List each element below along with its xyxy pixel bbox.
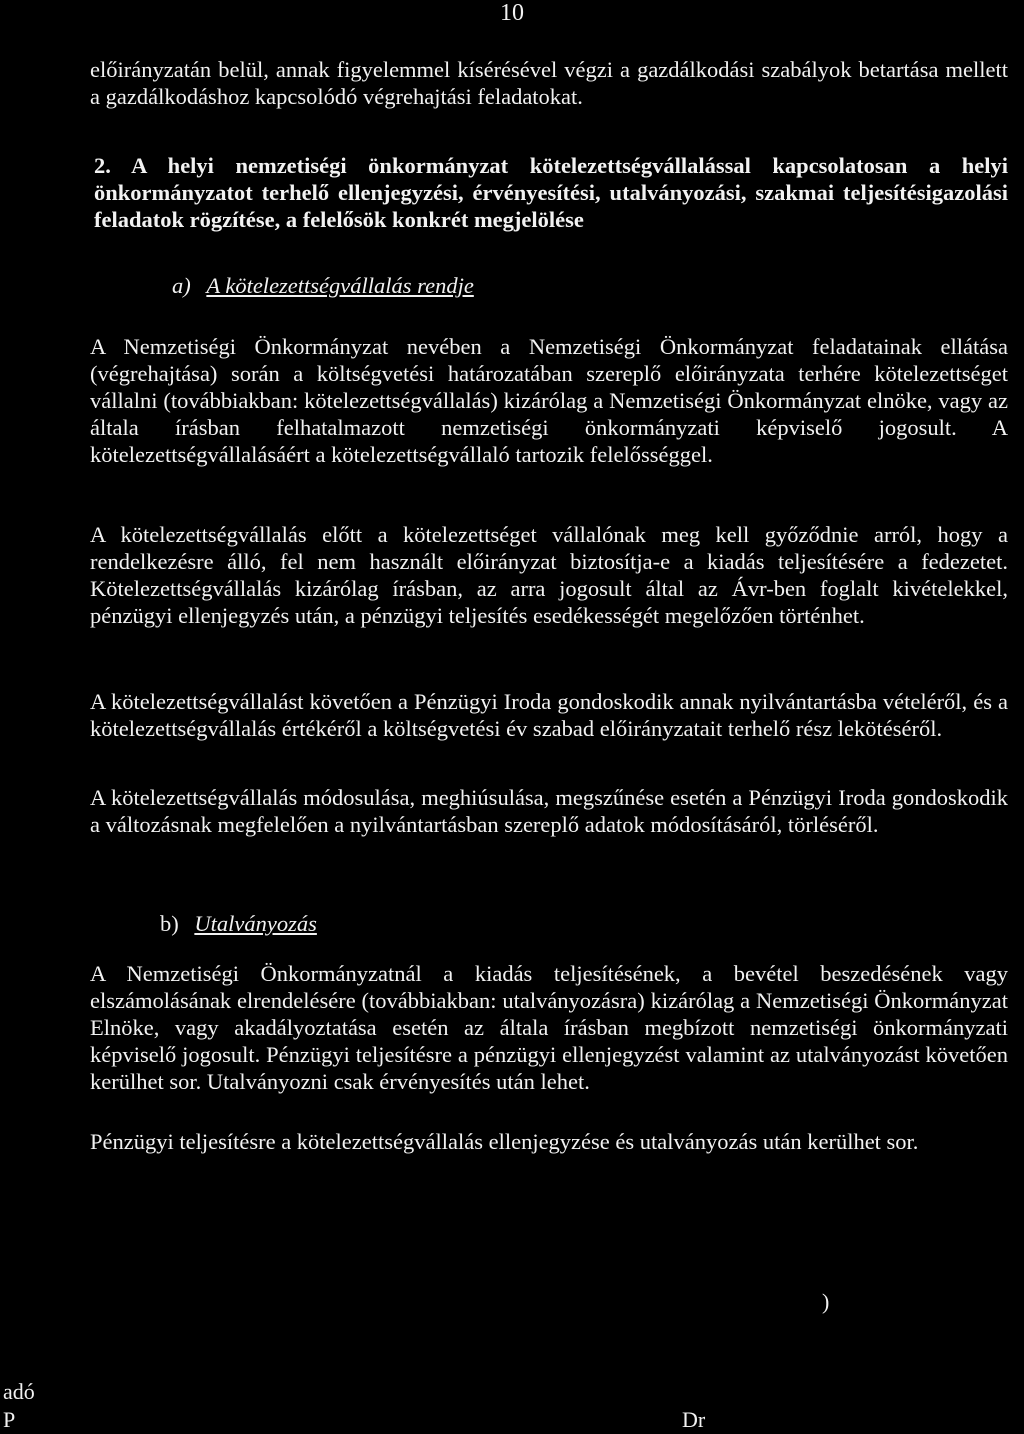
subheading-a-title: A kötelezettségvállalás rendje <box>206 273 474 298</box>
margin-fragment-ado: adó <box>3 1379 35 1404</box>
paragraph-payment: Pénzügyi teljesítésre a kötelezettségvállalás ellenjegyzése és utalványozás után kerülhet sor. <box>90 1129 919 1154</box>
section-heading-2: 2. A helyi nemzetiségi önkormányzat kötelezettségvállalással kapcsolatosan a helyi önkormányzatot terhelő ellenjegyzési, érvényesítési, utalványozási, szakmai teljesítésigazolási feladatok rögzítése, a felelősök konkrét megjelölése <box>94 153 1008 232</box>
subheading-a-label: a) <box>172 273 191 298</box>
page-number: 10 <box>500 0 524 26</box>
margin-fragment-paren: ) <box>822 1289 830 1314</box>
subheading-a <box>172 272 474 299</box>
paragraph-commitment-conditions: A kötelezettségvállalás előtt a kötelezettséget vállalónak meg kell győződnie arról, hogy a rendelkezésre álló, fel nem használt előirányzat biztosítja-e a kiadás teljesítésére a fedezetet. Kötelezettségvállalás kizárólag írásban, az arra jogosult által az Ávr-ben foglalt kivételekkel, pénzügyi ellenjegyzés után, a pénzügyi teljesítés esedékességét megelőzően történhet. <box>90 522 1008 628</box>
paragraph-intro: előirányzatán belül, annak figyelemmel kísérésével végzi a gazdálkodási szabályok betartása mellett a gazdálkodáshoz kapcsolódó végrehajtási feladatokat. <box>90 57 1008 109</box>
subheading-b-label: b) <box>160 911 179 936</box>
paragraph-disbursement: A Nemzetiségi Önkormányzatnál a kiadás teljesítésének, a bevétel beszedésének vagy elszámolásának elrendelésére (továbbiakban: utalványozásra) kizárólag a Nemzetiségi Önkormányzat Elnöke, vagy akadályoztatása esetén az általa írásban megbízott nemzetiségi önkormányzati képviselő jogosult. Pénzügyi teljesítésre a pénzügyi ellenjegyzést valamint az utalványozást követően kerülhet sor. Utalványozni csak érvényesítés után lehet. <box>90 961 1008 1094</box>
margin-fragment-dr: Dr <box>682 1407 706 1432</box>
subheading-b <box>160 910 317 937</box>
margin-fragment-p: P <box>3 1407 16 1432</box>
paragraph-registration: A kötelezettségvállalást követően a Pénzügyi Iroda gondoskodik annak nyilvántartásba vételéről, és a kötelezettségvállalás értékéről a költségvetési év szabad előirányzatait terhelő rész lekötéséről. <box>90 689 1008 741</box>
subheading-b-title: Utalványozás <box>194 911 317 936</box>
paragraph-commitment-authority: A Nemzetiségi Önkormányzat nevében a Nemzetiségi Önkormányzat feladatainak ellátása (végrehajtása) során a költségvetési határozatában szereplő előirányzata terhére kötelezettséget vállalni (továbbiakban: kötelezettségvállalás) kizárólag a Nemzetiségi Önkormányzat elnöke, vagy az általa írásban felhatalmazott nemzetiségi önkormányzati képviselő jogosult. A kötelezettségvállalásáért a kötelezettségvállaló tartozik felelősséggel. <box>90 334 1008 467</box>
paragraph-modification: A kötelezettségvállalás módosulása, meghiúsulása, megszűnése esetén a Pénzügyi Iroda gondoskodik a változásnak megfelelően a nyilvántartásban szereplő adatok módosításáról, törléséről. <box>90 785 1008 837</box>
